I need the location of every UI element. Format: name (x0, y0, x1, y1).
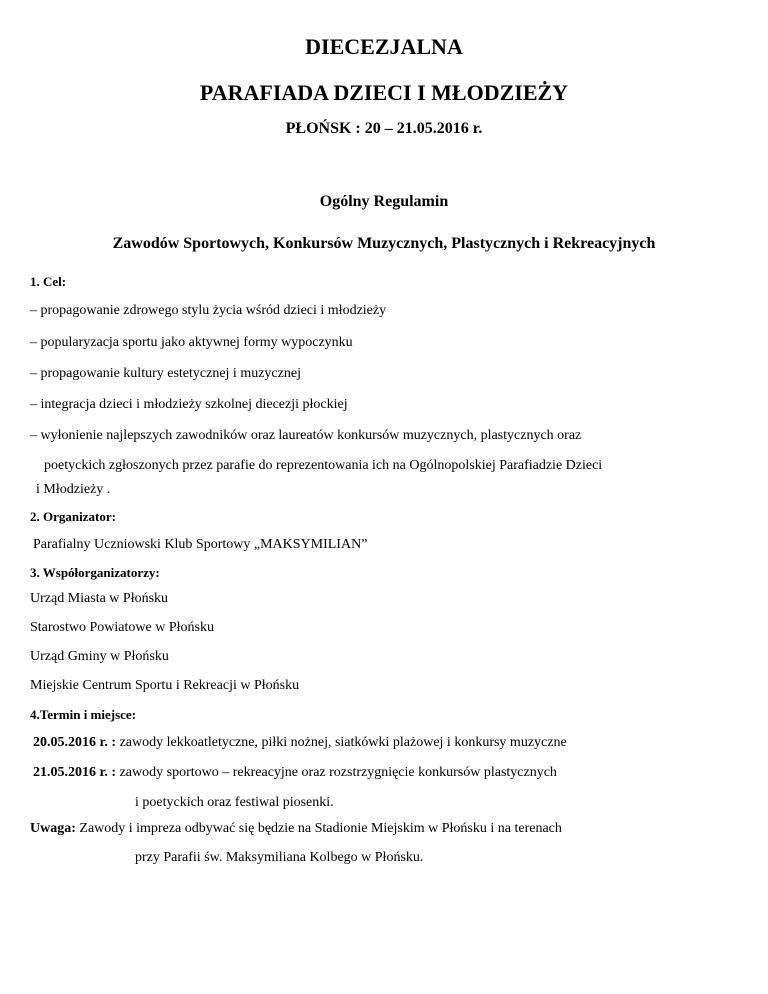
cel-item: – wyłonienie najlepszych zawodników oraz laureatów konkursów muzycznych, plastycznych oraz (30, 428, 582, 443)
cel-item: – integracja dzieci i młodzieży szkolnej diecezji płockiej (30, 397, 348, 412)
wspolorganizator-item: Starostwo Powiatowe w Płońsku (30, 620, 214, 635)
organizator-text: Parafialny Uczniowski Klub Sportowy „MAKSYMILIAN” (33, 537, 368, 552)
section-heading-wspolorganizatorzy: 3. Współorganizatorzy: (30, 565, 160, 580)
section-heading-organizator: 2. Organizator: (30, 509, 116, 524)
termin-day-2-date: 21.05.2016 r. : (33, 765, 117, 780)
wspolorganizator-item: Miejskie Centrum Sportu i Rekreacji w Płońsku (30, 678, 300, 693)
termin-day-2-continuation: i poetyckich oraz festiwal piosenki. (135, 795, 334, 810)
title-line-1: DIECEZJALNA (305, 34, 463, 59)
section-heading-cel: 1. Cel: (30, 274, 67, 289)
termin-day-1 (33, 736, 567, 750)
termin-note-text: Zawody i impreza odbywać się będzie na Stadionie Miejskim w Płońsku i na terenach (75, 821, 562, 836)
heading-regulamin: Ogólny Regulamin (319, 193, 449, 210)
termin-note (30, 822, 562, 836)
termin-note-continuation: przy Parafii św. Maksymiliana Kolbego w Płońsku. (135, 850, 424, 865)
termin-day-2 (33, 766, 557, 780)
section-heading-termin: 4.Termin i miejsce: (30, 707, 137, 722)
cel-item-continuation: poetyckich zgłoszonych przez parafie do reprezentowania ich na Ogólnopolskiej Parafiadzie Dzieci (44, 458, 603, 473)
wspolorganizator-item: Urząd Gminy w Płońsku (30, 649, 169, 664)
termin-day-1-text: zawody lekkoatletyczne, piłki nożnej, siatkówki plażowej i konkursy muzyczne (116, 735, 567, 750)
cel-item: – propagowanie kultury estetycznej i muzycznej (30, 366, 301, 381)
wspolorganizator-item: Urząd Miasta w Płońsku (30, 591, 169, 606)
cel-item: – propagowanie zdrowego stylu życia wśród dzieci i młodzieży (30, 303, 387, 318)
cel-item: – popularyzacja sportu jako aktywnej formy wypoczynku (30, 335, 353, 350)
title-line-2: PARAFIADA DZIECI I MŁODZIEŻY (199, 80, 569, 105)
termin-day-1-date: 20.05.2016 r. : (33, 735, 117, 750)
heading-zawody: Zawodów Sportowych, Konkursów Muzycznych, Plastycznych i Rekreacyjnych (112, 235, 656, 252)
cel-item-continuation: i Młodzieży . (36, 482, 111, 497)
termin-day-2-text: zawody sportowo – rekreacyjne oraz rozstrzygnięcie konkursów plastycznych (116, 765, 557, 780)
termin-note-label: Uwaga: (30, 821, 76, 836)
subtitle-date: PŁOŃSK : 20 – 21.05.2016 r. (285, 120, 483, 137)
